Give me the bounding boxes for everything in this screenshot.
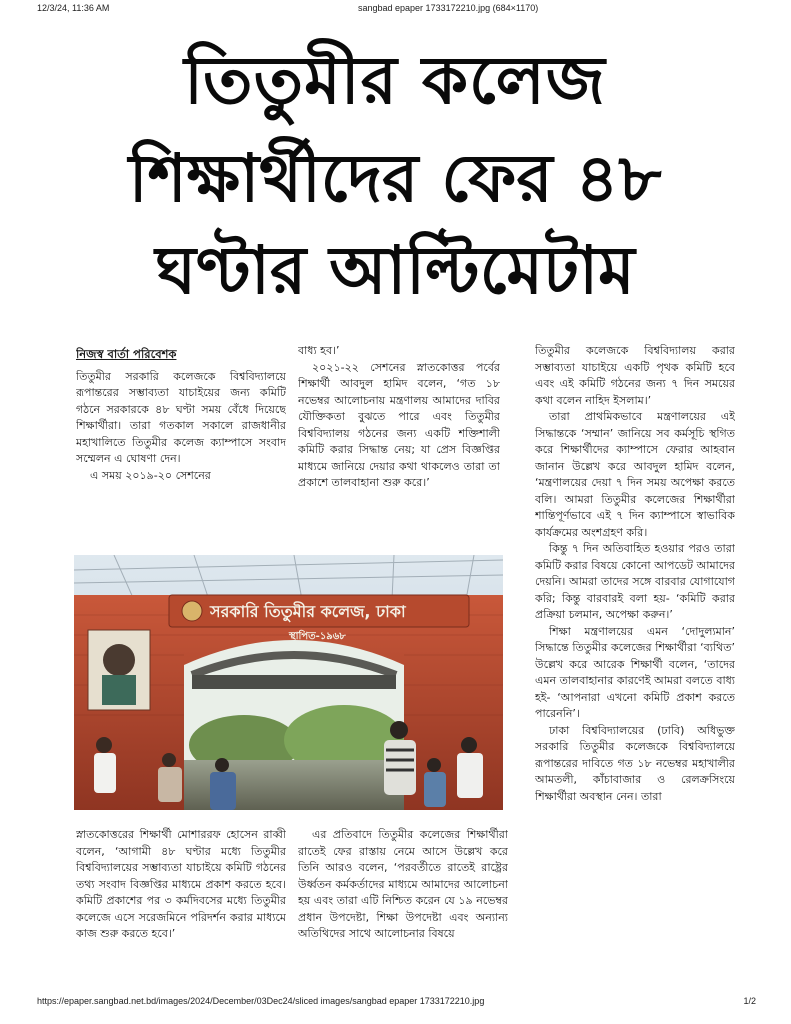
article-column-2-bottom [298,827,508,991]
paragraph: স্নাতকোত্তরের শিক্ষার্থী মোশাররফ হোসেন রাব্বী বলেন, ‘আগামী ৪৮ ঘণ্টার মধ্যে তিতুমীর বিশ্ববিদ্যালয়ের সম্ভাব্যতা যাচাইয়ে কমিটি গঠনের তথ্য সংবাদ বিজ্ঞপ্তির মাধ্যমে প্রকাশ করতে হবে। কমিটি প্রকাশের পর ৩ কর্মদিবসের মধ্যে তিতুমীর কলেজে এসে সরেজমিনে পরিদর্শন করার মাধ্যমে কাজ শুরু করতে হবে।’ [76,828,286,940]
paragraph: তিতুমীর কলেজকে বিশ্ববিদ্যালয় করার সম্ভাব্যতা যাচাইয়ে একটি পৃথক কমিটি হবে এবং এই কমিটি গঠনের জন্য ৭ দিন সময়ের কথা বলেন নাহিদ ইসলাম।’ [535,344,735,407]
article-column-3 [535,343,735,988]
headline-line-2: শিক্ষার্থীদের ফের ৪৮ [128,140,662,217]
article-column-2 [298,343,500,555]
headline-line-1: তিতুমীর কলেজ [184,42,606,119]
paragraph: শিক্ষা মন্ত্রণালয়ের এমন ‘দোদুল্যমান’ সিদ্ধান্তে তিতুমীর কলেজের শিক্ষার্থীরা ‘ব্যথিত’ উল্লেখ করে আরেক শিক্ষার্থী বলেন, ‘তাদের এমন তালবাহানার কারণেই আমরা বলতে বাধ্য হই- ‘আপনারা এখনো কমিটি প্রকাশ করতে পারেননি’। [535,624,735,720]
byline: নিজস্ব বার্তা পরিবেশক [76,347,177,361]
paragraph: এ সময় ২০১৯-২০ সেশনের [90,468,211,482]
paragraph: তারা প্রাথমিকভাবে মন্ত্রণালয়ের এই সিদ্ধান্তকে ‘সম্মান’ জানিয়ে সব কর্মসূচি স্থগিত করে শিক্ষার্থীদের ক্যাম্পাসে ফেরার আহবান জানান উল্লেখ করে আবদুল হামিদ বলেন, ‘মন্ত্রণালয়ের দেয়া ৭ দিন সময় অপেক্ষা করতে বলি। আমরা তিতুমীর কলেজের শিক্ষার্থীরা শান্তিপূর্ণভাবে এই ৭ দিন ক্যাম্পাসে স্বাভাবিক কার্যক্রমের অংশগ্রহণ করি। [535,410,735,539]
gate-established-text: স্থাপিত-১৯৬৮ [289,631,346,642]
paragraph: এর প্রতিবাদে তিতুমীর কলেজের শিক্ষার্থীরা রাতেই ফের রাস্তায় নেমে আসে উল্লেখ করে তিনি আরও বলেন, ‘পরবর্তীতে রাতেই রাষ্ট্রের উর্ধ্বতন কর্মকর্তাদের মাধ্যমে আমাদের আলোচনা হয় এবং তারা এটি নিশ্চিত করেন যে ১৯ নভেম্বর প্রধান উপদেষ্টা, শিক্ষা উপদেষ্টা এবং অন্যান্য অতিথিদের সাথে আলোচনার বিষয়ে [298,828,508,940]
article-column-1 [76,346,286,558]
document-title: sangbad epaper 1733172210.jpg (684×1170) [358,3,539,13]
article-column-1-bottom [76,827,286,991]
paragraph: ঢাকা বিশ্ববিদ্যালয়ের (ঢাবি) অধিভুক্ত সরকারি তিতুমীর কলেজকে বিশ্ববিদ্যালয়ে রূপান্তরের দাবিতে গত ১৮ নভেম্বর মহাখালীর আমতলী, কাঁচাবাজার ও রেলক্রসিংয়ে শিক্ষার্থীরা অবস্থান নেন। তারা [535,723,735,803]
headline-line-3: ঘণ্টার আল্টিমেটাম [155,232,635,309]
paragraph: কিন্তু ৭ দিন অতিবাহিত হওয়ার পরও তারা কমিটি করার বিষয়ে কোনো আপডেট আমাদের দেয়নি। আমরা তাদের সঙ্গে বারবার যোগাযোগ করি; কিন্তু বারবারই বলা হয়- ‘কমিটি করার প্রক্রিয়া চলমান, অপেক্ষা করুন।’ [535,542,735,621]
print-timestamp: 12/3/24, 11:36 AM [37,3,110,13]
paragraph: ২০২১-২২ সেশনের স্নাতকোত্তর পর্বের শিক্ষার্থী আবদুল হামিদ বলেন, ‘গত ১৮ নভেম্বর আলোচনায় মন্ত্রণালয় আমাদের দাবির যৌক্তিকতা বুঝতে পারে এবং তিতুমীর বিশ্ববিদ্যালয় গঠনের জন্য একটি শক্তিশালী কমিটি করার সিদ্ধান্ত নেয়; যা প্রেস বিজ্ঞপ্তির মাধ্যমে জানিয়ে দেয়ার কথা থাকলেও তারা তা প্রকাশে তালবাহানা শুরু করে।’ [298,360,500,489]
gate-sign-text: সরকারি তিতুমীর কলেজ, ঢাকা [210,602,406,621]
paragraph: বাধ্য হব।’ [298,344,340,357]
document-url: https://epaper.sangbad.net.bd/images/2024/December/03Dec24/sliced images/sangbad epaper 1733172210.jpg [37,996,485,1006]
lead-paragraph: তিতুমীর সরকারি কলেজকে বিশ্ববিদ্যালয়ে রূপান্তরের সম্ভাব্যতা যাচাইয়ের জন্য কমিটি গঠনে সরকারকে ৪৮ ঘণ্টা সময় বেঁধে দিয়েছে শিক্ষার্থীরা। তারা গতকাল সকালে রাজধানীর মহাখালিতে তিতুমীর কলেজ ক্যাম্পাসে সংবাদ সম্মেলন এ ঘোষণা দেন। [76,369,286,465]
page-counter: 1/2 [743,996,756,1006]
college-gate-photo [74,555,503,810]
